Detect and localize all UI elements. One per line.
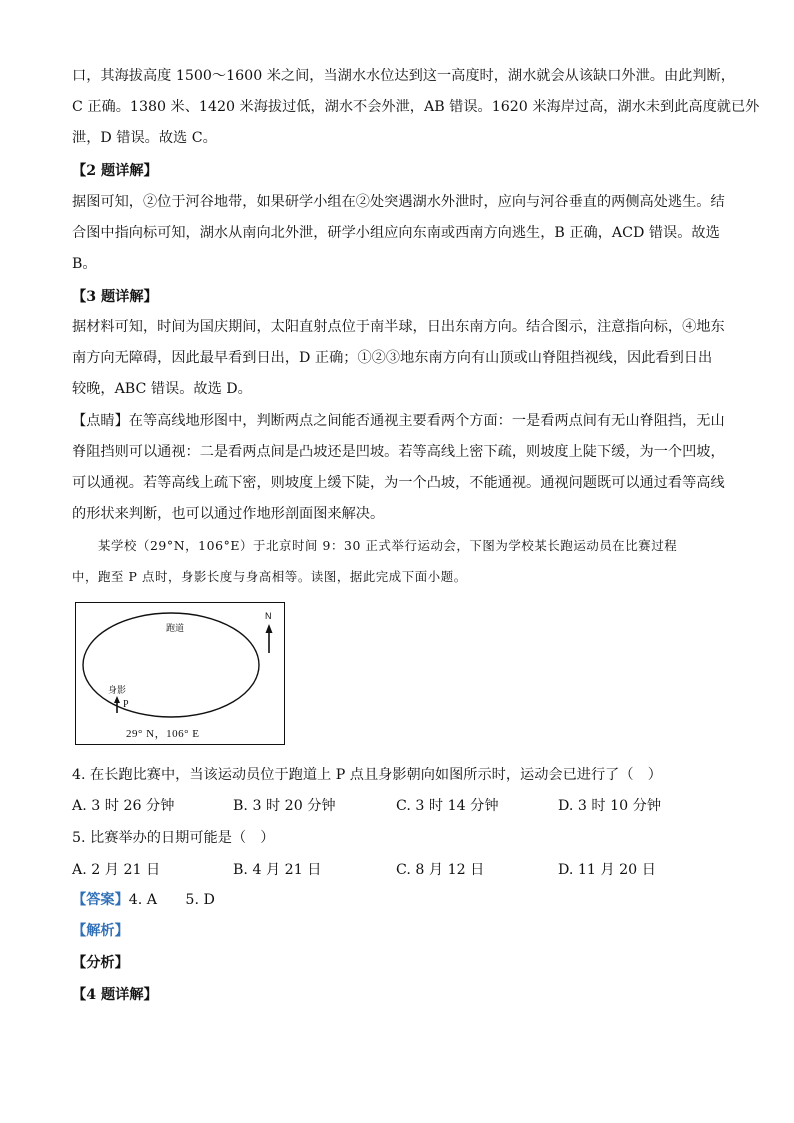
text-line: 口，其海拔高度 1500～1600 米之间，当湖水水位达到这一高度时，湖水就会从该缺口外泄。由此判断，	[72, 68, 735, 84]
text-line: 【点睛】在等高线地形图中，判断两点之间能否通视主要看两个方面：一是看两点间有无山脊阻挡，无山	[72, 413, 725, 429]
paragraph-tips	[72, 406, 724, 530]
text-line: 可以通视。若等高线上疏下密，则坡度上缓下陡，为一个凸坡，不能通视。通视问题既可以通过看等高线	[72, 475, 725, 491]
text-line: 的形状来判断，也可以通过作地形剖面图来解决。	[72, 506, 385, 522]
q4-option-c: C. 3 时 14 分钟	[396, 798, 499, 814]
q5-option-a: A. 2 月 21 日	[72, 862, 161, 878]
answer-text: 4. A 5. D	[128, 892, 215, 908]
heading-q2-detail: 【2 题详解】	[72, 163, 158, 179]
text-line: 中，跑至 P 点时，身影长度与身高相等。读图，据此完成下面小题。	[72, 569, 467, 584]
shadow-label: 身影	[108, 686, 127, 696]
q5-option-d: D. 11 月 20 日	[558, 862, 656, 878]
heading-q3-detail: 【3 题详解】	[72, 289, 158, 305]
paragraph-q2-explanation	[72, 187, 724, 280]
q4-option-d: D. 3 时 10 分钟	[558, 798, 662, 814]
paragraph-q3-explanation	[72, 312, 724, 405]
north-arrow-head	[266, 624, 273, 633]
coordinates-label: 29° N，106° E	[126, 728, 200, 740]
text-line: 南方向无障碍，因此最早看到日出，D 正确；①②③地东南方向有山顶或山脊阻挡视线，因此看到日出	[72, 350, 713, 366]
heading-q4-detail: 【4 题详解】	[72, 987, 158, 1003]
track-figure	[75, 602, 285, 745]
fenxi-heading: 【分析】	[72, 955, 129, 971]
question-5-stem: 5. 比赛举办的日期可能是（ ）	[72, 830, 275, 846]
north-label: N	[265, 611, 272, 621]
text-line: 据图可知，②位于河谷地带，如果研学小组在②处突遇湖水外泄时，应向与河谷垂直的两侧高处逃生。结	[72, 194, 725, 210]
analysis-tag: 【解析】	[72, 923, 129, 939]
text-line: 脊阻挡则可以通视：二是看两点间是凸坡还是凹坡。若等高线上密下疏，则坡度上陡下缓，为一个凹坡，	[72, 444, 725, 460]
point-p-label: P	[123, 699, 129, 710]
q5-option-c: C. 8 月 12 日	[396, 862, 485, 878]
answer-tag: 【答案】	[72, 892, 129, 908]
text-line: C 正确。1380 米、1420 米海拔过低，湖水不会外泄，AB 错误。1620 米海岸过高，湖水未到此高度就已外	[72, 99, 760, 115]
paragraph-q1-explanation	[72, 61, 760, 154]
text-line: 泄，D 错误。故选 C。	[72, 130, 217, 146]
question-4-stem: 4. 在长跑比赛中，当该运动员位于跑道上 P 点且身影朝向如图所示时，运动会已进行了（ ）	[72, 767, 662, 783]
text-line: 合图中指向标可知，湖水从南向北外泄，研学小组应向东南或西南方向逃生，B 正确，ACD 错误。故选	[72, 225, 720, 241]
text-line: 据材料可知，时间为国庆期间，太阳直射点位于南半球，日出东南方向。结合图示，注意指向标，④地东	[72, 319, 725, 335]
text-line: 某学校（29°N，106°E）于北京时间 9：30 正式举行运动会，下图为学校某长跑运动员在比赛过程	[72, 538, 678, 553]
text-line: B。	[72, 256, 97, 272]
question-intro	[72, 530, 728, 592]
track-label: 跑道	[166, 624, 185, 634]
answer-line	[72, 889, 215, 909]
q5-option-b: B. 4 月 21 日	[233, 862, 322, 878]
q4-option-b: B. 3 时 20 分钟	[233, 798, 336, 814]
shadow-arrow-head	[114, 696, 120, 703]
text-line: 较晚，ABC 错误。故选 D。	[72, 381, 252, 397]
q4-option-a: A. 3 时 26 分钟	[72, 798, 175, 814]
